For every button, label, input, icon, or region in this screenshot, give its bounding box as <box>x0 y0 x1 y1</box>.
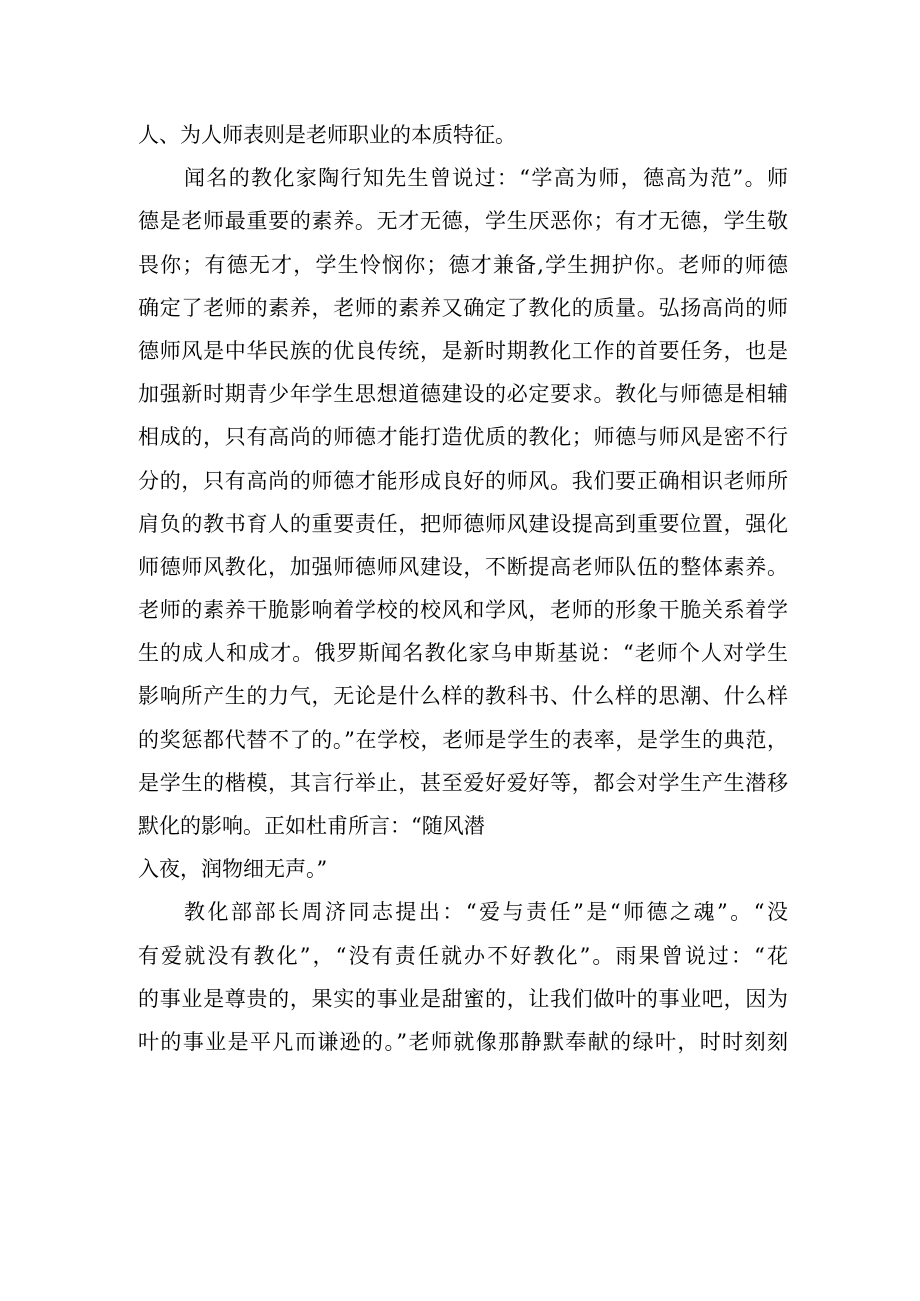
text-line: 畏你；有德无才，学生怜悯你；德才兼备,学生拥护你。老师的师德 <box>138 252 788 277</box>
text-line: 确定了老师的素养，老师的素养又确定了教化的质量。弘扬高尚的师 <box>138 295 788 320</box>
text-line: 师德师风教化，加强师德师风建设，不断提高老师队伍的整体素养。 <box>138 554 788 579</box>
text-line: 是学生的楷模，其言行举止，甚至爱好爱好等，都会对学生产生潜移 <box>138 770 788 795</box>
text-line: 人、为人师表则是老师职业的本质特征。 <box>138 123 516 147</box>
text-line: 默化的影响。正如杜甫所言：“随风潜 <box>138 814 485 838</box>
text-line: 分的，只有高尚的师德才能形成良好的师风。我们要正确相识老师所 <box>138 468 788 493</box>
text-line: 叶的事业是平凡而谦逊的。”老师就像那静默奉献的绿叶，时时刻刻 <box>138 1029 788 1054</box>
text-line: 入夜，润物细无声。” <box>138 857 328 882</box>
text-line: 肩负的教书育人的重要责任，把师德师风建设提高到重要位置，强化 <box>138 511 788 536</box>
text-line: 老师的素养干脆影响着学校的校风和学风，老师的形象干脆关系着学 <box>138 598 788 623</box>
body-text <box>138 114 788 1064</box>
paragraph-start-line: 闻名的教化家陶行知先生曾说过：“学高为师，德高为范”。师 <box>184 166 788 191</box>
text-line: 德是老师最重要的素养。无才无德，学生厌恶你；有才无德，学生敬 <box>138 209 788 234</box>
text-line: 的事业是尊贵的，果实的事业是甜蜜的，让我们做叶的事业吧，因为 <box>138 986 788 1011</box>
text-line: 影响所产生的力气，无论是什么样的教科书、什么样的思潮、什么样 <box>138 684 788 709</box>
text-line: 相成的，只有高尚的师德才能打造优质的教化；师德与师风是密不行 <box>138 425 788 450</box>
text-line: 的奖惩都代替不了的。”在学校，老师是学生的表率，是学生的典范， <box>138 727 788 752</box>
text-line: 德师风是中华民族的优良传统，是新时期教化工作的首要任务，也是 <box>138 338 788 363</box>
text-line: 生的成人和成才。俄罗斯闻名教化家乌申斯基说：“老师个人对学生 <box>138 641 788 666</box>
text-line: 有爱就没有教化”，“没有责任就办不好教化”。雨果曾说过：“花 <box>138 943 788 968</box>
paragraph-start-line: 教化部部长周济同志提出：“爱与责任”是“师德之魂”。“没 <box>184 900 788 925</box>
text-line: 加强新时期青少年学生思想道德建设的必定要求。教化与师德是相辅 <box>138 382 788 407</box>
